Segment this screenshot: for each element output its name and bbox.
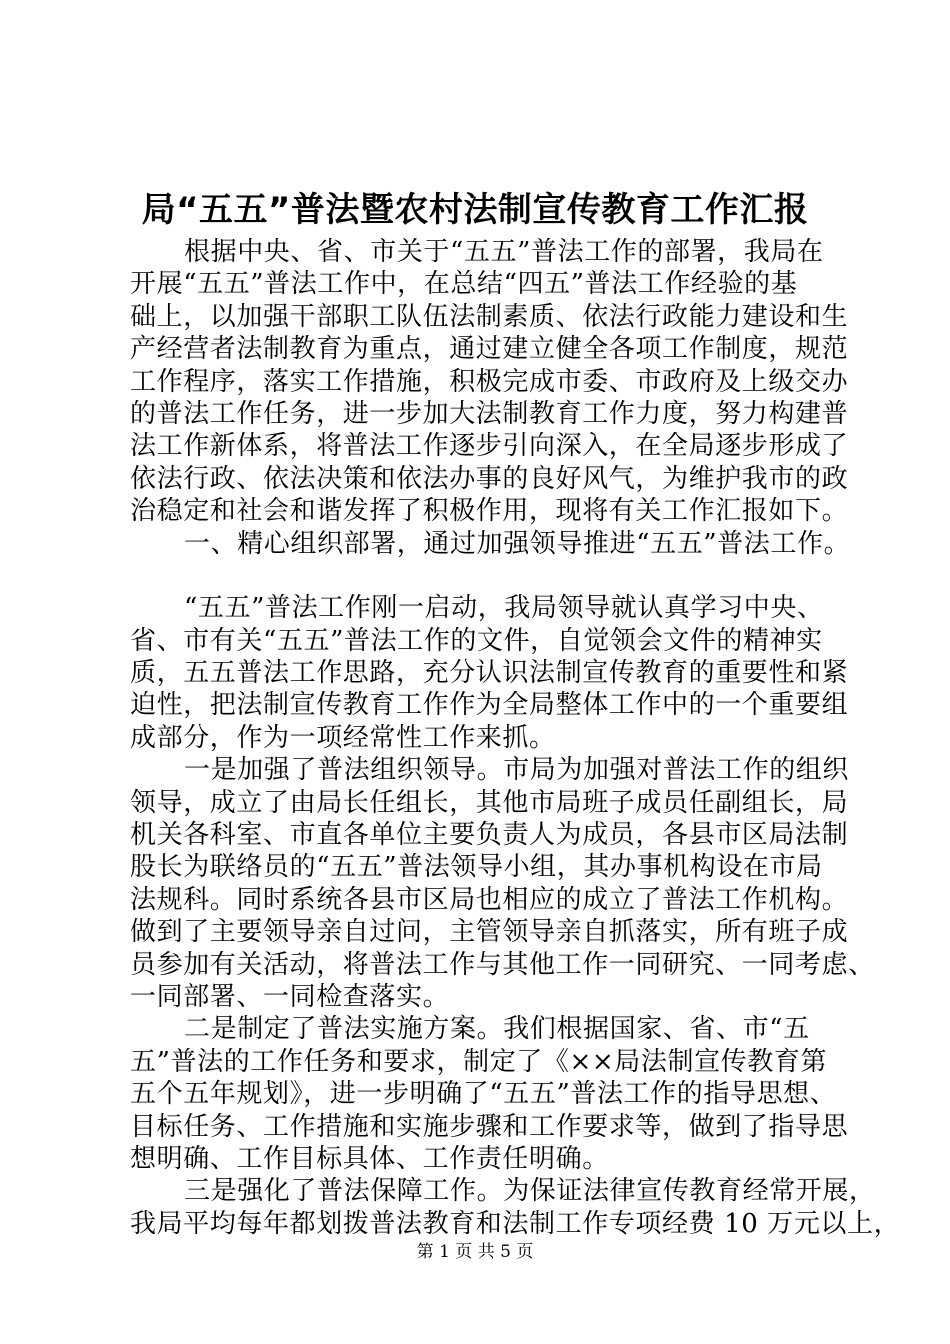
body-line: 成部分，作为一项经常性工作来抓。 (130, 722, 556, 753)
body-line: 做到了主要领导亲自过问，主管领导亲自抓落实，所有班子成 (130, 917, 849, 948)
body-line: 的普法工作任务，进一步加大法制教育工作力度，努力构建普 (130, 398, 849, 429)
body-line: 法工作新体系，将普法工作逐步引向深入，在全局逐步形成了 (130, 431, 849, 462)
body-line: 员参加有关活动，将普法工作与其他工作一同研究、一同考虑、 (130, 949, 875, 980)
body-line: 工作程序，落实工作措施，积极完成市委、市政府及上级交办 (130, 366, 849, 397)
blank-line (130, 560, 850, 592)
body-line: 想明确、工作目标具体、工作责任明确。 (130, 1143, 609, 1174)
body-line: 产经营者法制教育为重点，通过建立健全各项工作制度，规范 (130, 334, 849, 365)
body-line: 开展“五五”普法工作中，在总结“四五”普法工作经验的基 (130, 269, 798, 300)
body-line: 一同部署、一同检查落实。 (130, 981, 450, 1012)
body-line: 一是加强了普法组织领导。市局为加强对普法工作的组织 (184, 755, 850, 786)
body-line: 五个五年规划》，进一步明确了“五五”普法工作的指导思想、 (130, 1079, 837, 1110)
body-line: 省、市有关“五五”普法工作的文件，自觉领会文件的精神实 (130, 625, 823, 656)
body-line: 迫性，把法制宣传教育工作作为全局整体工作中的一个重要组 (130, 690, 849, 721)
document-body (130, 236, 901, 1240)
body-line: 机关各科室、市直各单位主要负责人为成员，各县市区局法制 (130, 820, 849, 851)
body-line: 五”普法的工作任务和要求，制定了《××局法制宣传教育第 (130, 1046, 828, 1077)
body-line: 依法行政、依法决策和依法办事的良好风气，为维护我市的政 (130, 463, 849, 494)
body-line: 三是强化了普法保障工作。为保证法律宣传教育经常开展， (184, 1176, 876, 1207)
body-line: 础上，以加强干部职工队伍法制素质、依法行政能力建设和生 (130, 301, 849, 332)
body-line: 我局平均每年都划拨普法教育和法制工作专项经费 10 万元以上， (130, 1208, 901, 1239)
body-line: 法规科。同时系统各县市区局也相应的成立了普法工作机构。 (130, 884, 849, 915)
body-line: 股长为联络员的“五五”普法领导小组，其办事机构设在市局 (130, 852, 823, 883)
document-title: 局“五五”普法暨农村法制宣传教育工作汇报 (141, 190, 809, 230)
page-footer: 第 1 页 共 5 页 (416, 1242, 534, 1262)
body-line: 二是制定了普法实施方案。我们根据国家、省、市“五 (184, 1014, 810, 1045)
body-line: 质，五五普法工作思路，充分认识法制宣传教育的重要性和紧 (130, 658, 849, 689)
body-line: 根据中央、省、市关于“五五”普法工作的部署，我局在 (184, 237, 824, 267)
body-line: “五五”普法工作刚一启动，我局领导就认真学习中央、 (184, 593, 824, 624)
body-line: 目标任务、工作措施和实施步骤和工作要求等，做到了指导思 (130, 1111, 849, 1142)
body-line: 治稳定和社会和谐发挥了积极作用，现将有关工作汇报如下。 (130, 496, 849, 527)
body-line: 一、精心组织部署，通过加强领导推进“五五”普法工作。 (184, 528, 851, 559)
body-line: 领导，成立了由局长任组长，其他市局班子成员任副组长，局 (130, 787, 849, 818)
